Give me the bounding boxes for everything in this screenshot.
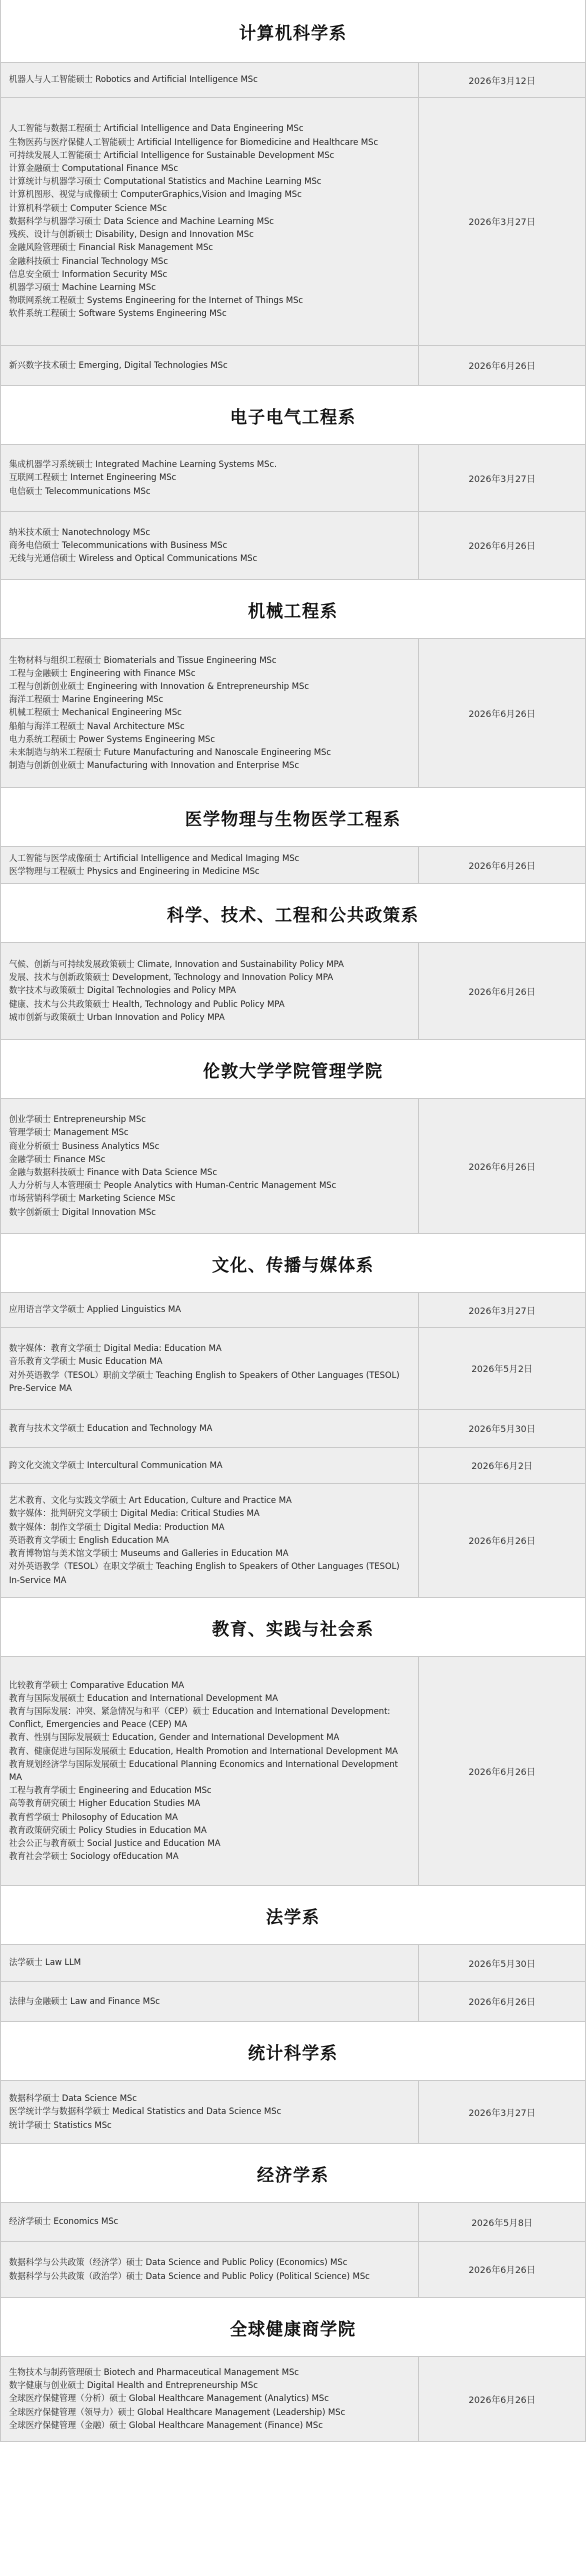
program-item: 生物技术与制药管理硕士 Biotech and Pharmaceutical Management MSc (9, 2366, 299, 2377)
program-item: 数据科学硕士 Data Science MSc (9, 2093, 137, 2104)
deadline-date: 2026年6月26日 (468, 2266, 536, 2276)
deadline-date: 2026年6月26日 (468, 1162, 536, 1173)
program-item: 法律与金融硕士 Law and Finance MSc (9, 1995, 160, 2006)
table-row (0, 2356, 586, 2442)
program-item: 管理学硕士 Management MSc (9, 1127, 129, 1138)
program-item: 健康、技术与公共政策硕士 Health, Technology and Public Policy MPA (9, 998, 285, 1009)
program-item: 互联网工程硕士 Internet Engineering MSc (9, 472, 177, 483)
section-title: 科学、技术、工程和公共政策系 (0, 884, 586, 942)
program-item: 人工智能与数据工程硕士 Artificial Intelligence and Data Engineering MSc (9, 123, 304, 134)
table-row (0, 1944, 586, 1982)
deadline-date: 2026年6月26日 (468, 861, 536, 872)
program-item: 计算机图形、视觉与成像硕士 ComputerGraphics,Vision and Imaging MSc (9, 189, 302, 200)
program-item: 机器人与人工智能硕士 Robotics and Artificial Intelligence MSc (9, 74, 258, 85)
table-row (0, 1656, 586, 1886)
section-title: 电子电气工程系 (0, 386, 586, 444)
deadline-date: 2026年6月2日 (471, 1462, 533, 1472)
program-item: 机器学习硕士 Machine Learning MSc (9, 281, 156, 292)
section-title: 文化、传播与媒体系 (0, 1234, 586, 1292)
deadline-date: 2026年3月27日 (468, 1306, 536, 1317)
deadline-date: 2026年6月26日 (468, 1767, 536, 1778)
program-item: 经济学硕士 Economics MSc (9, 2216, 119, 2227)
table-row (0, 444, 586, 512)
program-item: 纳米技术硕士 Nanotechnology MSc (9, 526, 151, 537)
program-item: 数字媒体：制作文学硕士 Digital Media: Production MA (9, 1521, 225, 1532)
program-item: 比较教育学硕士 Comparative Education MA (9, 1679, 185, 1690)
deadline-date: 2026年3月12日 (468, 76, 536, 87)
deadline-date: 2026年6月26日 (468, 542, 536, 552)
program-item: 生物材料与组织工程硕士 Biomaterials and Tissue Engineering MSc (9, 654, 277, 665)
program-item: 发展、技术与创新政策硕士 Development, Technology and Innovation Policy MPA (9, 972, 334, 983)
program-item: 教育博物馆与美术馆文学硕士 Museums and Galleries in Education MA (9, 1548, 289, 1559)
program-list (1, 1945, 419, 1981)
program-item: 未来制造与纳米工程硕士 Future Manufacturing and Nanoscale Engineering MSc (9, 747, 331, 757)
program-item: 教育哲学硕士 Philosophy of Education MA (9, 1811, 178, 1822)
program-item: 对外英语教学（TESOL）职前文学硕士 Teaching English to Speakers of Other Languages (TESOL) Pre-Service MA (9, 1369, 400, 1393)
program-list (1, 639, 419, 787)
program-item: 对外英语教学（TESOL）在职文学硕士 Teaching English to Speakers of Other Languages (TESOL) In-Service MA (9, 1561, 400, 1585)
deadline-date: 2026年6月26日 (468, 987, 536, 998)
program-item: 城市创新与政策硕士 Urban Innovation and Policy MPA (9, 1011, 225, 1022)
program-item: 法学硕士 Law LLM (9, 1957, 82, 1968)
program-list (1, 2081, 419, 2143)
program-item: 商务电信硕士 Telecommunications with Business MSc (9, 539, 228, 550)
program-item: 软件系统工程硕士 Software Systems Engineering MSc (9, 308, 227, 319)
program-item: 全球医疗保健管理（领导力）硕士 Global Healthcare Management (Leadership) MSc (9, 2406, 346, 2417)
program-item: 残疾、设计与创新硕士 Disability, Design and Innovation MSc (9, 229, 254, 240)
program-list (1, 2242, 419, 2297)
program-item: 数据科学与机器学习硕士 Data Science and Machine Learning MSc (9, 215, 274, 226)
program-item: 应用语言学文学硕士 Applied Linguistics MA (9, 1304, 181, 1315)
program-list (1, 98, 419, 345)
program-item: 艺术教育、文化与实践文学硕士 Art Education, Culture and Practice MA (9, 1495, 292, 1506)
table-row (0, 1484, 586, 1598)
program-item: 数据科学与公共政策（经济学）硕士 Data Science and Public Policy (Economics) MSc (9, 2257, 348, 2268)
program-item: 英语教育文学硕士 English Education MA (9, 1534, 169, 1545)
program-list (1, 1484, 419, 1597)
program-item: 医学统计学与数据科学硕士 Medical Statistics and Data Science MSc (9, 2106, 282, 2117)
section-title: 教育、实践与社会系 (0, 1598, 586, 1656)
deadline-date: 2026年6月26日 (468, 2395, 536, 2406)
deadline-date: 2026年6月26日 (468, 362, 536, 372)
program-item: 教育政策研究硕士 Policy Studies in Education MA (9, 1824, 207, 1835)
program-item: 教育与国际发展硕士 Education and International Development MA (9, 1692, 278, 1703)
table-row (0, 1292, 586, 1328)
table-row (0, 512, 586, 580)
section-title: 法学系 (0, 1886, 586, 1944)
program-item: 海洋工程硕士 Marine Engineering MSc (9, 694, 164, 705)
program-item: 教育与国际发展：冲突、紧急情况与和平（CEP）硕士 Education and International Development: Conflict, Emergencies and Peace (CEP) MA (9, 1705, 391, 1730)
program-item: 电力系统工程硕士 Power Systems Engineering MSc (9, 733, 215, 744)
program-item: 计算统计与机器学习硕士 Computational Statistics and Machine Learning MSc (9, 176, 322, 187)
program-item: 可持续发展人工智能硕士 Artificial Intelligence for Sustainable Development MSc (9, 149, 335, 160)
program-item: 音乐教育文学硕士 Music Education MA (9, 1356, 163, 1367)
program-item: 气候、创新与可持续发展政策硕士 Climate, Innovation and Sustainability Policy MPA (9, 958, 344, 969)
program-item: 商业分析硕士 Business Analytics MSc (9, 1140, 160, 1151)
table-row (0, 98, 586, 346)
program-item: 制造与创新创业硕士 Manufacturing with Innovation and Enterprise MSc (9, 760, 300, 771)
table-row (0, 2202, 586, 2242)
table-row (0, 1448, 586, 1484)
table-row (0, 2242, 586, 2298)
program-item: 数字媒体：教育文学硕士 Digital Media: Education MA (9, 1343, 222, 1354)
section-title: 机械工程系 (0, 580, 586, 638)
program-list (1, 2357, 419, 2441)
program-item: 教育、性别与国际发展硕士 Education, Gender and International Development MA (9, 1732, 340, 1743)
deadline-date: 2026年5月2日 (471, 1365, 533, 1375)
deadline-date: 2026年5月30日 (468, 1959, 536, 1970)
program-list (1, 1982, 419, 2021)
program-item: 工程与金融硕士 Engineering with Finance MSc (9, 667, 196, 678)
program-item: 金融学硕士 Finance MSc (9, 1153, 106, 1164)
program-item: 人力分析与人本管理硕士 People Analytics with Human-Centric Management MSc (9, 1180, 337, 1191)
deadline-date: 2026年5月30日 (468, 1425, 536, 1435)
program-item: 全球医疗保健管理（金融）硕士 Global Healthcare Management (Finance) MSc (9, 2419, 323, 2430)
program-item: 新兴数字技术硕士 Emerging, Digital Technologies MSc (9, 359, 228, 370)
table-row (0, 346, 586, 386)
program-item: 机械工程硕士 Mechanical Engineering MSc (9, 707, 182, 718)
program-item: 金融科技硕士 Financial Technology MSc (9, 255, 168, 266)
program-list (1, 1293, 419, 1327)
table-row (0, 1098, 586, 1234)
table-row (0, 1982, 586, 2022)
program-list (1, 1448, 419, 1483)
program-item: 生物医药与医疗保健人工智能硕士 Artificial Intelligence for Biomedicine and Healthcare MSc (9, 136, 379, 147)
program-item: 全球医疗保健管理（分析）硕士 Global Healthcare Management (Analytics) MSc (9, 2393, 329, 2404)
table-row (0, 942, 586, 1040)
deadline-date: 2026年3月27日 (468, 474, 536, 485)
program-item: 统计学硕士 Statistics MSc (9, 2119, 112, 2130)
program-item: 数字创新硕士 Digital Innovation MSc (9, 1206, 156, 1217)
program-item: 教育、健康促进与国际发展硕士 Education, Health Promotion and International Development MA (9, 1745, 398, 1756)
program-item: 社会公正与教育硕士 Social Justice and Education MA (9, 1838, 221, 1849)
section-title: 医学物理与生物医学工程系 (0, 788, 586, 846)
table-row (0, 638, 586, 788)
program-list (1, 63, 419, 97)
program-item: 无线与光通信硕士 Wireless and Optical Communications MSc (9, 553, 258, 564)
table-row (0, 62, 586, 98)
program-list (1, 1657, 419, 1885)
program-item: 船舶与海洋工程硕士 Naval Architecture MSc (9, 720, 185, 731)
section-title: 统计科学系 (0, 2022, 586, 2080)
section-title: 计算机科学系 (0, 0, 586, 62)
table-row (0, 846, 586, 884)
program-list (1, 2203, 419, 2241)
deadline-date: 2026年3月27日 (468, 218, 536, 228)
program-list (1, 1410, 419, 1447)
deadline-date: 2026年3月27日 (468, 2108, 536, 2119)
program-item: 医学物理与工程硕士 Physics and Engineering in Medicine MSc (9, 866, 260, 876)
program-item: 计算机科学硕士 Computer Science MSc (9, 202, 167, 213)
program-item: 金融风险管理硕士 Financial Risk Management MSc (9, 242, 213, 253)
table-row (0, 2080, 586, 2144)
program-item: 教育规划经济学与国际发展硕士 Educational Planning Economics and International Development MA (9, 1758, 398, 1782)
deadline-date: 2026年5月8日 (471, 2218, 533, 2229)
program-list (1, 445, 419, 511)
deadline-date: 2026年6月26日 (468, 1537, 536, 1547)
program-item: 市场营销科学硕士 Marketing Science MSc (9, 1193, 176, 1204)
section-title: 全球健康商学院 (0, 2298, 586, 2356)
program-item: 计算金融硕士 Computational Finance MSc (9, 163, 179, 174)
program-item: 教育与技术文学硕士 Education and Technology MA (9, 1422, 213, 1433)
deadline-date: 2026年6月26日 (468, 1998, 536, 2008)
program-item: 电信硕士 Telecommunications MSc (9, 485, 151, 496)
program-item: 人工智能与医学成像硕士 Artificial Intelligence and Medical Imaging MSc (9, 852, 300, 863)
program-item: 数据科学与公共政策（政治学）硕士 Data Science and Public Policy (Political Science) MSc (9, 2270, 370, 2281)
table-row (0, 1410, 586, 1448)
program-item: 数字技术与政策硕士 Digital Technologies and Policy MPA (9, 985, 236, 996)
deadline-date: 2026年6月26日 (468, 709, 536, 720)
program-item: 工程与教育学硕士 Engineering and Education MSc (9, 1785, 212, 1796)
program-item: 教育社会学硕士 Sociology ofEducation MA (9, 1851, 179, 1862)
program-item: 数字健康与创业硕士 Digital Health and Entrepreneurship MSc (9, 2380, 258, 2391)
program-list (1, 346, 419, 385)
table-row (0, 1328, 586, 1410)
program-list (1, 1099, 419, 1233)
program-item: 集成机器学习系统硕士 Integrated Machine Learning Systems MSc. (9, 459, 277, 470)
program-list (1, 1328, 419, 1409)
program-item: 金融与数据科技硕士 Finance with Data Science MSc (9, 1167, 218, 1177)
program-item: 跨文化交流文学硕士 Intercultural Communication MA (9, 1459, 223, 1470)
program-item: 工程与创新创业硕士 Engineering with Innovation & Entrepreneurship MSc (9, 680, 309, 691)
program-list (1, 847, 419, 883)
program-list (1, 512, 419, 579)
program-item: 信息安全硕士 Information Security MSc (9, 268, 168, 279)
section-title: 经济学系 (0, 2144, 586, 2202)
program-list (1, 943, 419, 1039)
program-item: 物联网系统工程硕士 Systems Engineering for the Internet of Things MSc (9, 295, 303, 306)
program-item: 高等教育研究硕士 Higher Education Studies MA (9, 1798, 201, 1809)
section-title: 伦敦大学学院管理学院 (0, 1040, 586, 1098)
program-item: 数字媒体：批判研究文学硕士 Digital Media: Critical Studies MA (9, 1508, 260, 1519)
program-item: 创业学硕士 Entrepreneurship MSc (9, 1114, 146, 1125)
